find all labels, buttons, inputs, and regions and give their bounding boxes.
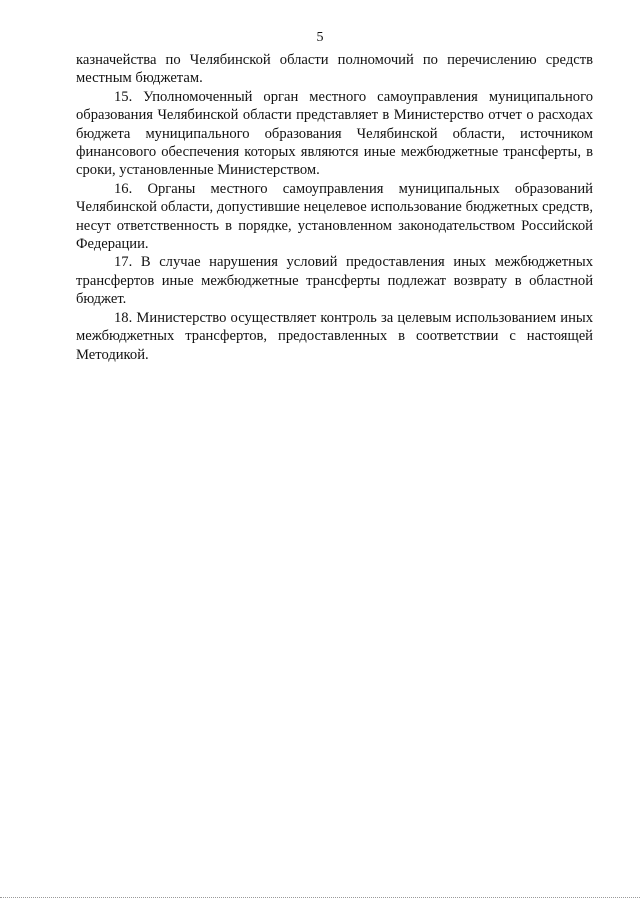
paragraph-16: 16. Органы местного самоуправления муниципальных образований Челябинской области, допустившие нецелевое использование бюджетных средств, несут ответственность в порядке, установленном законодательством Российской Федерации.	[76, 180, 593, 253]
paragraph-continuation: казначейства по Челябинской области полномочий по перечислению средств местным бюджетам.	[76, 52, 593, 87]
paragraph-18: 18. Министерство осуществляет контроль за целевым использованием иных межбюджетных трансфертов, предоставленных в соответствии с настоящей Методикой.	[76, 309, 593, 363]
paragraph-15: 15. Уполномоченный орган местного самоуправления муниципального образования Челябинской области представляет в Министерство отчет о расходах бюджета муниципального образования Челябинской области, источником финансового обеспечения которых являются иные межбюджетные трансферты, в сроки, установленные Министерством.	[76, 88, 593, 179]
scan-bottom-edge	[0, 897, 640, 898]
document-body	[76, 51, 593, 364]
paragraph-17: 17. В случае нарушения условий предоставления иных межбюджетных трансфертов иные межбюджетные трансферты подлежат возврату в областной бюджет.	[76, 254, 593, 308]
page-number: 5	[316, 30, 324, 45]
